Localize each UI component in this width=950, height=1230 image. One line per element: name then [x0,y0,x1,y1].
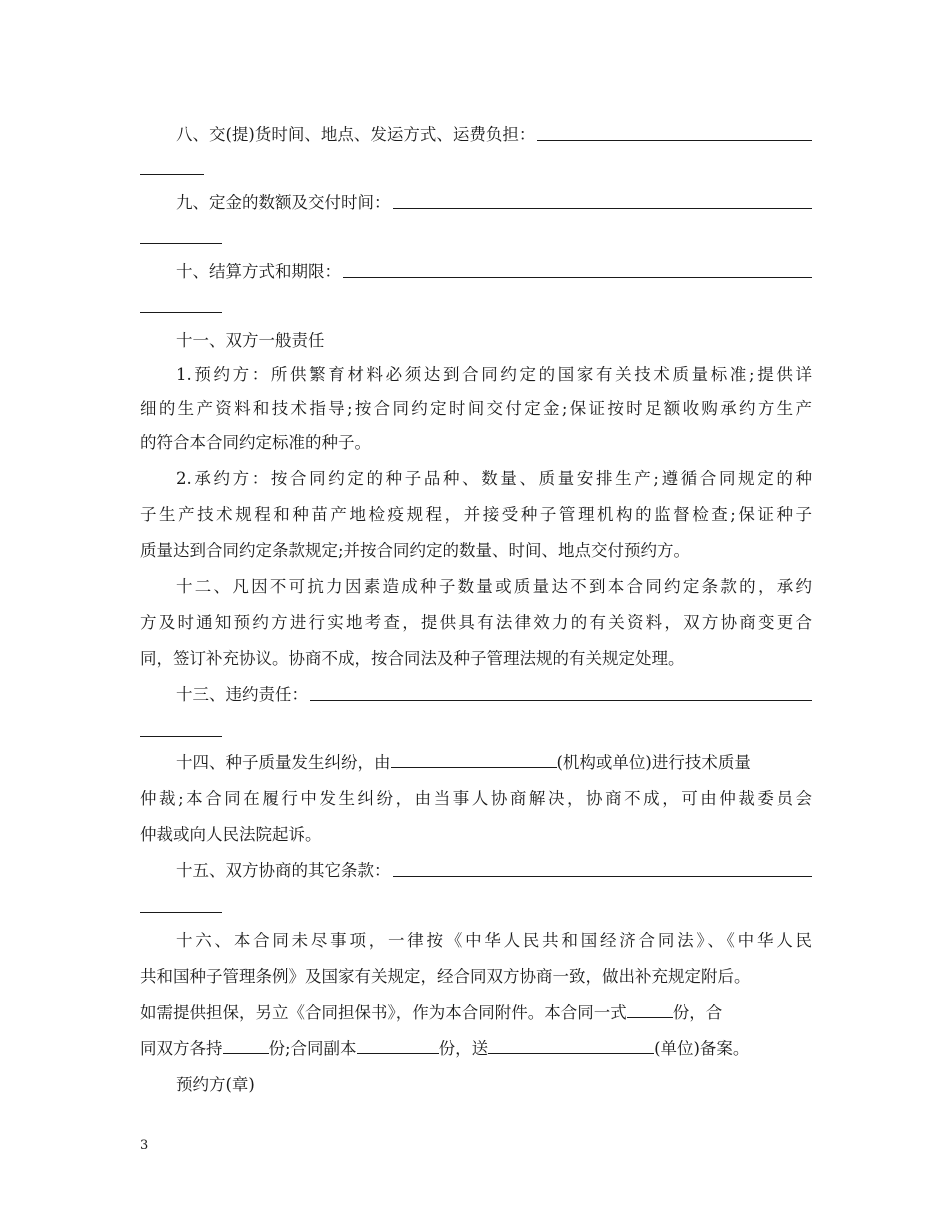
clause-16-text-c: 同双方各持 [140,1039,223,1058]
clause-9 [176,192,812,214]
clause-9-fill-line [393,208,813,209]
clause-15-fill-line [393,876,813,877]
clause-11-p1-line: 1.预约方：所供繁育材料必须达到合同约定的国家有关技术质量标准;提供详 [176,365,812,384]
filing-unit-blank [488,1039,654,1054]
clause-16-line-3 [140,1002,812,1024]
clause-10-text: 十、结算方式和期限： [176,262,341,281]
clause-8-fill-line [537,140,812,141]
clause-14-text-a: 十四、种子质量发生纠纷，由 [176,753,391,772]
copies-count-blank [627,1003,673,1018]
clause-8-tail-line [140,174,204,175]
clause-16-text-f: (单位)备案。 [654,1039,750,1058]
clause-11-p1-line: 的符合本合同约定标准的种子。 [140,433,371,452]
clause-11-title: 十一、双方一般责任 [176,331,325,350]
clause-15-text: 十五、双方协商的其它条款： [176,861,391,880]
clause-13-fill-line [310,700,812,701]
page-number: 3 [140,1138,149,1153]
clause-11-p1-line: 细的生产资料和技术指导;按合同约定时间交付定金;保证按时足额收购承约方生产 [140,399,812,418]
clause-13 [176,684,812,706]
clause-13-text: 十三、违约责任： [176,685,308,704]
clause-8 [176,124,812,146]
clause-12-line: 十二、凡因不可抗力因素造成种子数量或质量达不到本合同约定条款的，承约 [176,577,812,596]
clause-16-text-e: 份，送 [438,1039,489,1058]
clause-12-line: 方及时通知预约方进行实地考查，提供具有法律效力的有关资料，双方协商变更合 [140,613,812,632]
clause-16-text-d: 份;合同副本 [268,1039,357,1058]
clause-11-p2-line: 子生产技术规程和种苗产地检疫规程，并接受种子管理机构的监督检查;保证种子 [140,505,812,524]
clause-11-p2-line: 质量达到合同约定条款规定;并按合同约定的数量、时间、地点交付预约方。 [140,541,691,560]
presale-party-seal-label: 预约方(章) [176,1075,255,1094]
clause-13-tail-line [140,736,222,737]
clause-9-tail-line [140,243,222,244]
clause-15 [176,860,812,882]
copies-each-blank [223,1039,269,1054]
clause-9-text: 九、定金的数额及交付时间： [176,193,391,212]
clause-16-text-a: 如需提供担保，另立《合同担保书》，作为本合同附件。本合同一式 [140,1003,627,1022]
clause-8-text: 八、交(提)货时间、地点、发运方式、运费负担： [176,125,536,144]
clause-14-text-b: (机构或单位)进行技术质量 [556,753,751,772]
clause-10-fill-line [343,277,812,278]
clause-16-line-4 [140,1038,812,1060]
clause-11-p2-line: 2.承约方：按合同约定的种子品种、数量、质量安排生产;遵循合同规定的种 [176,469,812,488]
clause-12-line: 同，签订补充协议。协商不成，按合同法及种子管理法规的有关规定处理。 [140,649,685,668]
arbitration-body-blank [391,753,557,768]
clause-15-tail-line [140,912,222,913]
clause-14-line-1 [176,752,812,774]
clause-16-line-1: 十六、本合同未尽事项，一律按《中华人民共和国经济合同法》、《中华人民 [176,931,812,950]
clause-14-line-2: 仲裁;本合同在履行中发生纠纷，由当事人协商解决，协商不成，可由仲裁委员会 [140,789,812,808]
clause-16-text-b: 份，合 [672,1003,723,1022]
clause-14-line-3: 仲裁或向人民法院起诉。 [140,825,322,844]
clause-10 [176,261,812,283]
clause-16-line-2: 共和国种子管理条例》及国家有关规定，经合同双方协商一致，做出补充规定附后。 [140,967,751,986]
clause-10-tail-line [140,312,222,313]
duplicates-count-blank [357,1039,439,1054]
